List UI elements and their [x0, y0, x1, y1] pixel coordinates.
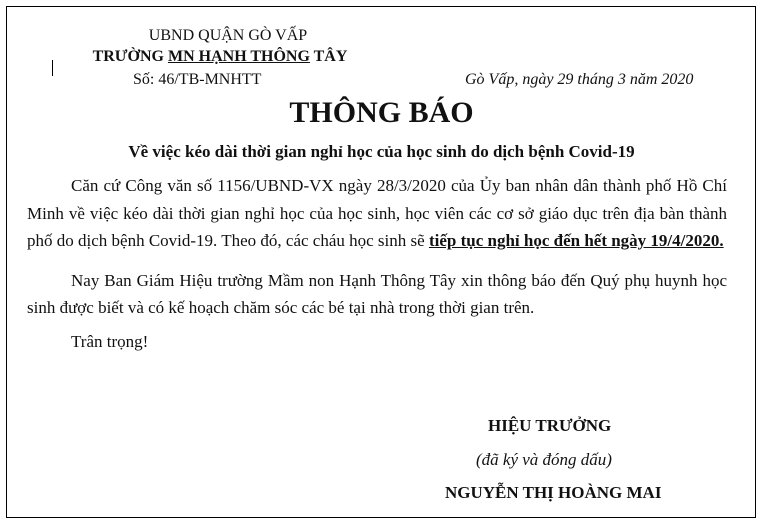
document-title: THÔNG BÁO: [289, 96, 474, 129]
agency-name: UBND QUẬN GÒ VẤP: [148, 27, 308, 44]
signer-name: NGUYỄN THỊ HOÀNG MAI: [445, 483, 662, 502]
body-paragraph-1: [27, 172, 727, 255]
place-and-date: Gò Vấp, ngày 29 tháng 3 năm 2020: [465, 71, 694, 88]
school-name: [60, 48, 380, 66]
document-body: [27, 172, 727, 367]
body-paragraph-2: Nay Ban Giám Hiệu trường Mầm non Hạnh Thông Tây xin thông báo đến Quý phụ huynh học sinh được biết và có kế hoạch chăm sóc các bé tại nhà trong thời gian trên.: [27, 270, 727, 317]
school-name-suffix: TÂY: [309, 48, 348, 65]
paragraph-1-text: Căn cứ Công văn số 1156/UBND-VX ngày 28/3/2020 của Ủy ban nhân dân thành phố Hồ Chí Minh về việc kéo dài thời gian nghỉ học của học sinh, học viên các cơ sở giáo dục trên địa bàn thành phố do dịch bệnh Covid-19. Theo đó, các cháu học sinh sẽ: [27, 176, 727, 250]
school-name-underlined: MN HẠNH THÔNG: [167, 48, 310, 65]
school-name-prefix: TRƯỜNG: [92, 48, 168, 65]
closing-line: Trân trọng!: [71, 331, 149, 351]
signature-note: (đã ký và đóng dấu): [476, 450, 612, 469]
document-subject: Về việc kéo dài thời gian nghỉ học của học sinh do dịch bệnh Covid-19: [128, 142, 635, 161]
document-number: Số: 46/TB-MNHTT: [133, 71, 262, 88]
paragraph-1-emphasis: tiếp tục nghỉ học đến hết ngày 19/4/2020.: [428, 231, 724, 250]
signer-title: HIỆU TRƯỞNG: [488, 416, 612, 435]
text-cursor: [52, 60, 53, 76]
